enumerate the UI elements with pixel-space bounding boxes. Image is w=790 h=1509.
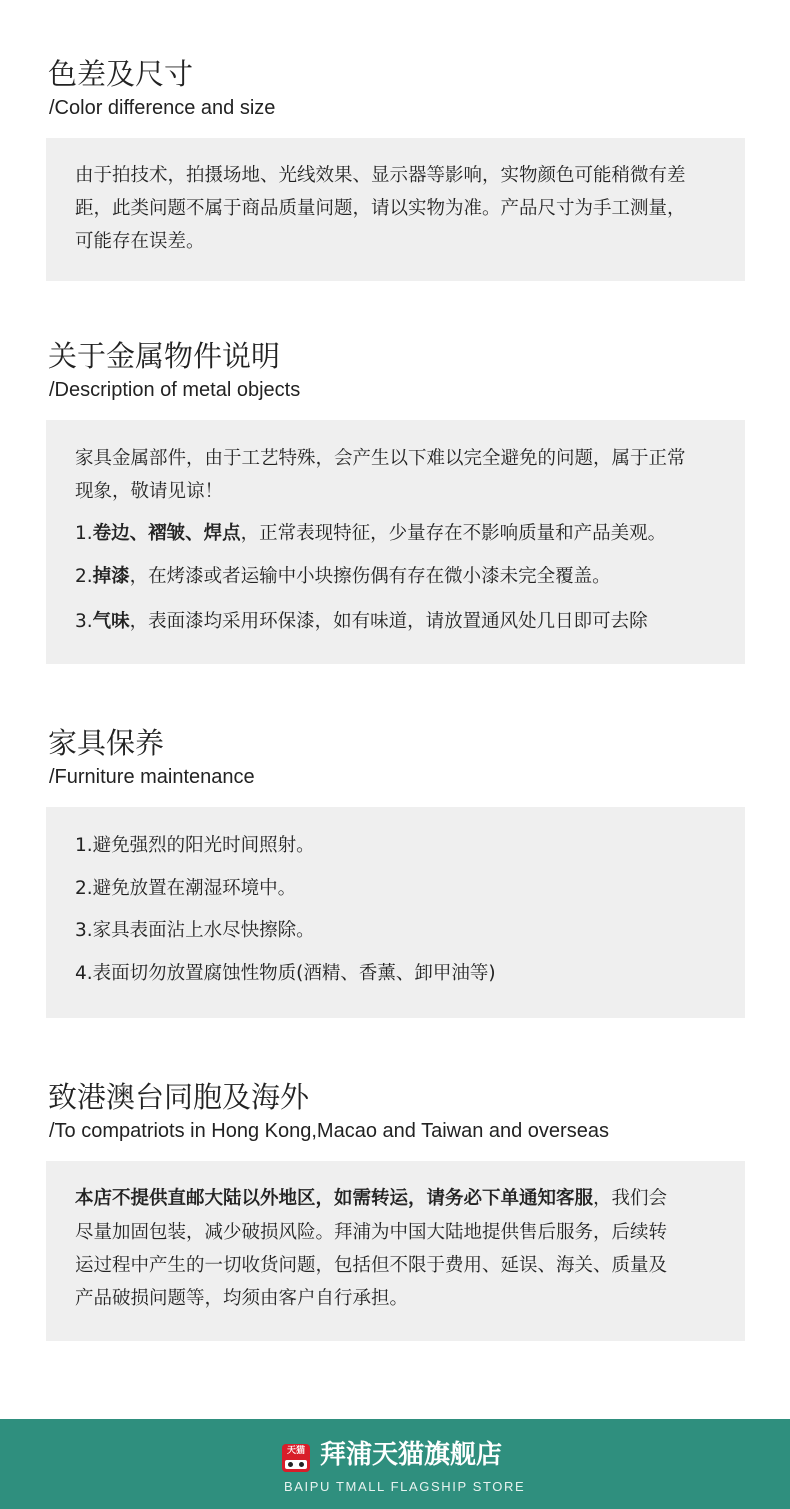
text-line: 可能存在误差。 xyxy=(75,231,205,252)
list-item: 4.表面切勿放置腐蚀性物质(酒精、香薰、卸甲油等) xyxy=(75,963,496,984)
text-line: 距，此类问题不属于商品质量问题，请以实物为准。产品尺寸为手工测量， xyxy=(75,198,686,219)
section-subtitle-overseas: /To compatriots in Hong Kong,Macao and Taiwan and overseas xyxy=(49,1120,609,1142)
section-title-overseas: 致港澳台同胞及海外 xyxy=(48,1080,310,1114)
text-line: 产品破损问题等，均须由客户自行承担。 xyxy=(75,1288,409,1309)
section-title-metal: 关于金属物件说明 xyxy=(48,339,281,373)
list-item: 3.家具表面沾上水尽快擦除。 xyxy=(75,920,315,941)
list-item xyxy=(75,568,611,587)
tmall-logo-text: 天猫 xyxy=(286,1446,305,1456)
list-item: 2.避免放置在潮湿环境中。 xyxy=(75,878,297,899)
section-subtitle-maintenance: /Furniture maintenance xyxy=(49,766,255,788)
text-line: 家具金属部件，由于工艺特殊，会产生以下难以完全避免的问题，属于正常 xyxy=(75,448,686,469)
text-line xyxy=(75,1190,667,1209)
list-item-text: ，在烤漆或者运输中小块擦伤偶有存在微小漆未完全覆盖。 xyxy=(129,566,611,587)
section-subtitle-color-size: /Color difference and size xyxy=(49,97,276,119)
list-item-keyword: 卷边、褶皱、焊点 xyxy=(92,523,241,544)
tmall-logo-icon xyxy=(282,1444,310,1472)
list-item-keyword: 掉漆 xyxy=(92,566,130,587)
list-item-number: 3. xyxy=(75,611,93,632)
list-item-text: ，正常表现特征，少量存在不影响质量和产品美观。 xyxy=(240,523,667,544)
section-title-maintenance: 家具保养 xyxy=(48,726,165,760)
text-line: 运过程中产生的一切收货问题，包括但不限于费用、延误、海关、质量及 xyxy=(75,1255,668,1276)
list-item-number: 1. xyxy=(75,523,93,544)
store-name-english: BAIPU TMALL FLAGSHIP STORE xyxy=(284,1479,526,1494)
section-subtitle-metal: /Description of metal objects xyxy=(49,379,301,401)
list-item-keyword: 气味 xyxy=(92,611,130,632)
text-line: 尽量加固包装，减少破损风险。拜浦为中国大陆地提供售后服务，后续转 xyxy=(75,1222,668,1243)
section-title-color-size: 色差及尺寸 xyxy=(48,57,194,91)
list-item-number: 2. xyxy=(75,566,93,587)
list-item xyxy=(75,613,648,632)
text-line: 现象，敬请见谅！ xyxy=(75,481,224,502)
notice-emphasis: 本店不提供直邮大陆以外地区，如需转运，请务必下单通知客服 xyxy=(75,1188,594,1209)
tmall-cat-face-icon xyxy=(285,1460,307,1469)
notice-text: ，我们会 xyxy=(593,1188,668,1209)
list-item xyxy=(75,525,666,544)
list-item: 1.避免强烈的阳光时间照射。 xyxy=(75,835,315,856)
store-name: 拜浦天猫旗舰店 xyxy=(320,1440,503,1470)
text-line: 由于拍技术，拍摄场地、光线效果、显示器等影响，实物颜色可能稍微有差 xyxy=(75,165,686,186)
list-item-text: ，表面漆均采用环保漆，如有味道，请放置通风处几日即可去除 xyxy=(129,611,648,632)
